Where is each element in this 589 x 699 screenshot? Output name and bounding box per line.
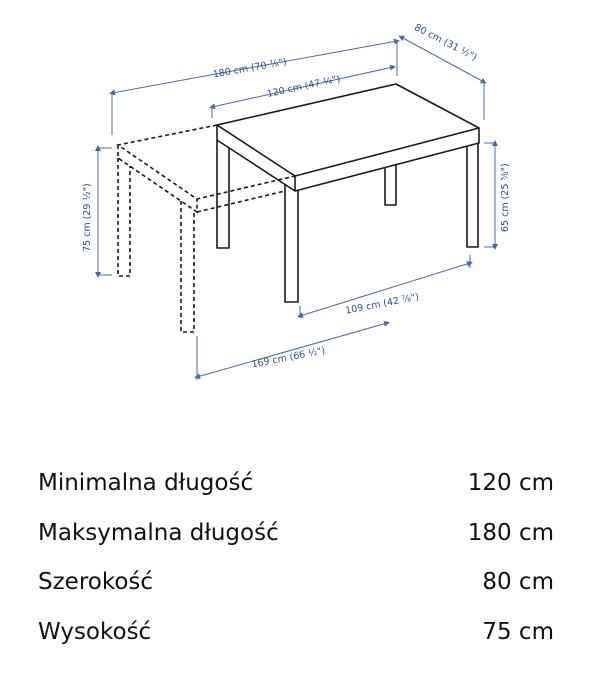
dim-min-length-label: 120 cm (47 ¼") — [265, 73, 342, 100]
spec-value: 120 cm — [467, 470, 554, 496]
dim-height — [82, 148, 112, 275]
dim-inner-short-label: 109 cm (42 ⅞") — [344, 291, 420, 317]
spec-value: 180 cm — [467, 519, 554, 546]
table-solid-outline — [217, 84, 479, 302]
spec-row-min-length — [38, 470, 554, 520]
spec-list — [38, 470, 554, 668]
dim-inner-short — [300, 255, 470, 318]
dim-leg-height — [484, 143, 511, 247]
dim-inner-long — [197, 323, 387, 380]
dim-width — [401, 22, 484, 120]
spec-label: Szerokość — [38, 569, 154, 595]
dim-max-length-label: 180 cm (70 ⅞") — [212, 56, 288, 81]
table-extension-dashed — [118, 125, 295, 332]
spec-value: 75 cm — [482, 618, 554, 645]
dim-height-label: 75 cm (29 ½") — [82, 183, 93, 252]
dim-max-length — [112, 41, 397, 135]
spec-label: Maksymalna długość — [38, 519, 279, 546]
spec-value: 80 cm — [482, 569, 554, 595]
spec-row-width — [38, 569, 554, 619]
dim-leg-height-label: 65 cm (25 ⅝") — [500, 163, 511, 232]
spec-label: Wysokość — [38, 618, 152, 645]
spec-row-height — [38, 619, 554, 669]
spec-row-max-length — [38, 520, 554, 570]
dim-inner-long-label: 169 cm (66 ½") — [250, 345, 327, 371]
spec-label: Minimalna długość — [38, 470, 254, 496]
dim-width-label: 80 cm (31 ½") — [412, 22, 479, 64]
